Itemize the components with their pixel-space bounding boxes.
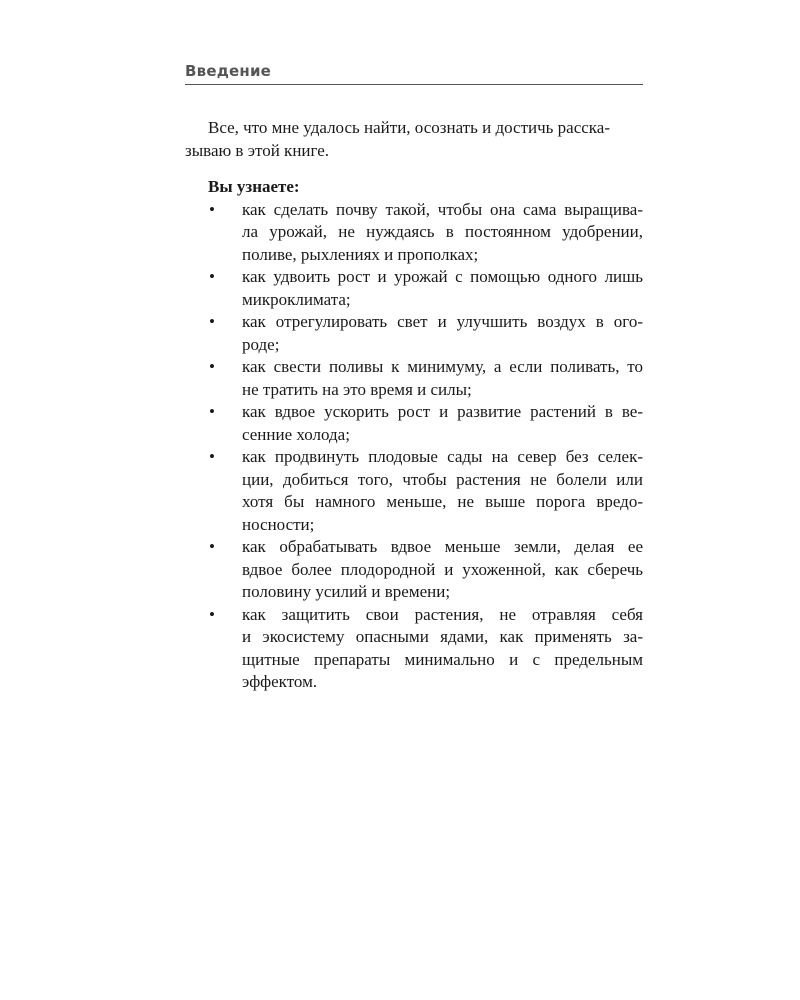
list-item-line: как обрабатывать вдвое меньше земли, делая ее (242, 537, 643, 556)
list-item-line: носности; (242, 514, 315, 534)
bullet-icon: • (209, 267, 215, 286)
list-item-line: щитные препараты минимально и с предельным (242, 649, 643, 669)
list-item-line: как защитить свои растения, не отравляя себя (242, 604, 643, 624)
list-item (185, 199, 643, 267)
list-item (185, 311, 643, 356)
list-item-line: микроклимата; (242, 289, 351, 309)
bullet-icon: • (209, 312, 215, 331)
bullet-icon: • (209, 402, 215, 421)
intro-line: Все, что мне удалось найти, осознать и достичь расска- (208, 118, 610, 137)
list-item-line: сенние холода; (242, 424, 350, 444)
list-item-line: не тратить на это время и силы; (242, 379, 472, 399)
list-heading: Вы узнаете: (208, 177, 300, 196)
list-item-line: как отрегулировать свет и улучшить воздух в ого- (242, 312, 643, 331)
list-item-line: ции, добиться того, чтобы растения не болели или (242, 469, 643, 489)
bullet-icon: • (209, 447, 215, 466)
list-item-line: ла урожай, не нуждаясь в постоянном удобрении, (242, 222, 643, 241)
bullet-icon: • (209, 604, 215, 624)
list-item-line: вдвое более плодородной и ухоженной, как сберечь (242, 559, 643, 579)
list-item (185, 356, 643, 401)
list-item (185, 446, 643, 536)
learn-list (185, 199, 643, 694)
list-item (185, 401, 643, 446)
intro-paragraph (185, 117, 643, 162)
list-item-line: хотя бы намного меньше, не выше порога вредо- (242, 492, 643, 511)
running-header-title: Введение (185, 62, 643, 85)
bullet-icon: • (209, 357, 215, 376)
list-item (185, 266, 643, 311)
list-item-line: как вдвое ускорить рост и развитие растений в ве- (242, 402, 643, 421)
bullet-icon: • (209, 537, 215, 556)
list-item (185, 536, 643, 604)
list-item-line: как свести поливы к минимуму, а если поливать, то (242, 357, 643, 376)
bullet-icon: • (209, 199, 215, 219)
list-item-line: как продвинуть плодовые сады на север без селек- (242, 447, 643, 466)
list-item-line: эффектом. (242, 672, 318, 691)
list-item-line: как удвоить рост и урожай с помощью одного лишь (242, 267, 643, 286)
intro-line: зываю в этой книге. (185, 140, 330, 160)
list-item-line: как сделать почву такой, чтобы она сама выращива- (242, 199, 643, 219)
book-page (185, 0, 643, 694)
list-item (185, 604, 643, 694)
list-item-line: роде; (242, 334, 280, 354)
list-item-line: и экосистему опасными ядами, как применять за- (242, 627, 643, 646)
list-item-line: поливе, рыхлениях и прополках; (242, 244, 479, 264)
list-item-line: половину усилий и времени; (242, 582, 451, 601)
